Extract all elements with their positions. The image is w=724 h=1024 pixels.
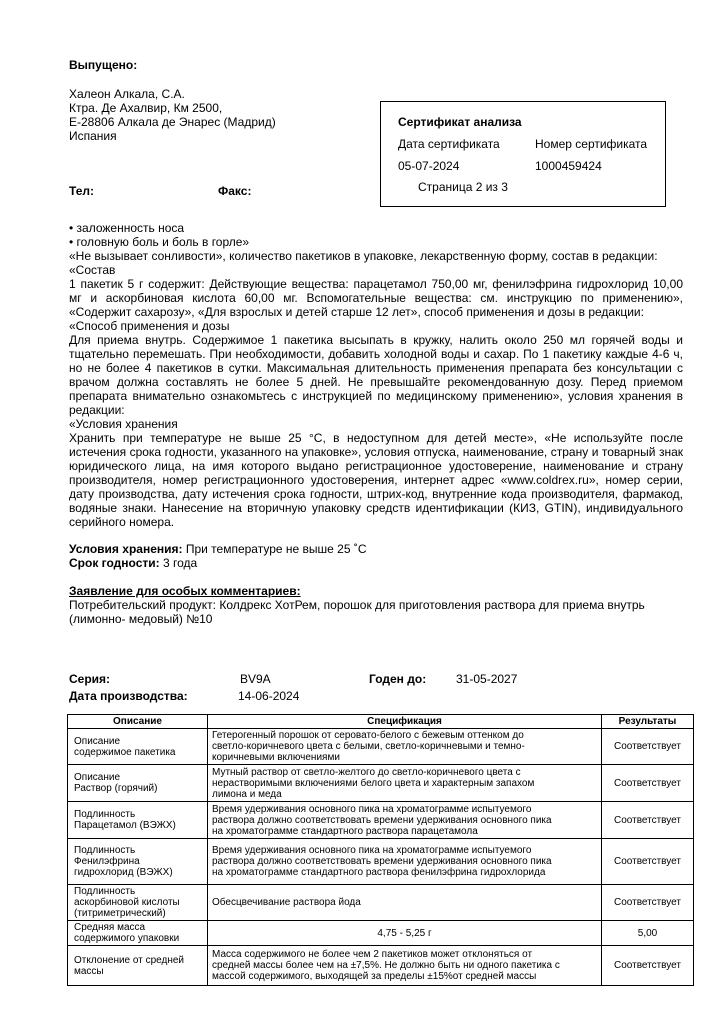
description-cell-line: Фенилэфрина [74, 856, 140, 867]
specification-cell-line: Масса содержимого не более чем 2 пакетиков может отклоняться от [212, 949, 533, 960]
specification-cell [208, 765, 602, 802]
series-label: Серия: [69, 672, 111, 686]
body-line: препарата внимательно ознакомьтесь с инструкцией по медицинскому применению», условия хранения в [69, 389, 683, 403]
fax-label: Факс: [218, 184, 252, 198]
body-line: дату производства, дату истечения срока годности, штрих-код, внутренние кода производителя, фармакод, [69, 487, 683, 501]
issuer-name: Халеон Алкала, С.А. [69, 87, 185, 101]
specification-cell-line: Обесцвечивание раствора йода [212, 897, 361, 908]
specification-cell [208, 885, 602, 921]
table-row [68, 802, 694, 839]
result-cell: Соответствует [602, 765, 694, 802]
result-cell: Соответствует [602, 802, 694, 839]
description-cell [68, 765, 208, 802]
description-cell [68, 921, 208, 946]
description-cell-line: (титриметрический) [74, 908, 166, 919]
table-row [68, 946, 694, 986]
description-cell [68, 839, 208, 885]
production-date-value: 14-06-2024 [238, 689, 300, 703]
result-cell: 5,00 [602, 921, 694, 946]
special-comments-line-1: Потребительский продукт: Колдрекс ХотРем, порошок для приготовления раствора для приема внутрь [69, 598, 645, 612]
issuer-address-line-2: Е-28806 Алкала де Энарес (Мадрид) [69, 115, 276, 129]
description-cell [68, 729, 208, 765]
specification-cell [208, 921, 602, 946]
column-header-results: Результаты [602, 715, 694, 729]
body-line: редакции: [69, 403, 125, 417]
body-line: «Состав [69, 263, 116, 277]
certificate-number-value: 1000459424 [535, 159, 602, 173]
description-cell-line: Подлинность [74, 809, 136, 820]
description-cell-line: Средняя масса [74, 922, 146, 933]
special-comments-line-2: (лимонно- медовый) №10 [69, 612, 213, 626]
certificate-page: Страница 2 из 3 [418, 180, 508, 194]
specification-cell-line: Мутный раствор от светло-желтого до светло-коричневого цвета с [212, 766, 521, 778]
specification-cell-line: на хроматограмме стандартного раствора парацетамола [212, 825, 478, 837]
description-cell-line: Подлинность [74, 886, 136, 897]
table-header-row [68, 715, 694, 729]
description-cell-line: гидрохлорид (ВЭЖХ) [74, 867, 173, 878]
specification-cell-line: коричневыми включениями [212, 752, 340, 763]
storage-label: Условия хранения: [69, 542, 183, 556]
specification-table [67, 714, 694, 986]
body-line: Для приема внутрь. Содержимое 1 пакетика высыпать в кружку, налить около 250 мл горячей воды и [69, 333, 683, 347]
body-line: «Не вызывает сонливости», количество пакетиков в упаковке, лекарственную форму, состав в редакции: [69, 249, 658, 263]
specification-cell-line: лимона и меда [212, 788, 282, 800]
certificate-number-label: Номер сертификата [535, 137, 648, 151]
storage-conditions [69, 542, 367, 556]
body-line: • головную боль и боль в горле» [69, 235, 250, 249]
certificate-date-label: Дата сертификата [398, 137, 500, 151]
issuer-address-line-1: Ктра. Де Ахалвир, Км 2500, [69, 101, 223, 115]
description-cell [68, 802, 208, 839]
body-line: «Способ применения и дозы [69, 319, 230, 333]
column-header-description: Описание [68, 715, 208, 729]
specification-cell-line: светло-коричневого цвета с белыми, светло-коричневыми и темно- [212, 741, 525, 752]
body-line: «Содержит сахарозу», «Для взрослых и детей старше 12 лет», способ применения и дозы в редакции: [69, 305, 644, 319]
description-cell-line: Отклонение от средней [74, 954, 184, 966]
result-cell: Соответствует [602, 946, 694, 986]
body-line: водяные знаки. Нанесение на вторичную упаковку средств идентификации (КИЗ, GTIN), индивидуального [69, 501, 683, 515]
shelf-life-label: Срок годности: [69, 556, 160, 570]
body-line: тщательно перемешать. При необходимости, добавить холодной воды и сахар. По 1 пакетику каждые 4-6 ч, [69, 347, 683, 361]
phone-label: Тел: [69, 184, 95, 198]
description-cell-line: Описание [74, 772, 121, 783]
specification-cell-line: Время удерживания основного пика на хроматограмме испытуемого [212, 845, 532, 856]
description-cell-line: аскорбиновой кислоты [74, 897, 180, 908]
result-cell: Соответствует [602, 885, 694, 921]
body-line: 1 пакетик 5 г содержит: Действующие вещества: парацетамол 750,00 мг, фенилэфрина гидрохлорид 10,00 [69, 277, 683, 291]
certificate-title: Сертификат анализа [398, 115, 522, 129]
expiry-value: 31-05-2027 [456, 672, 518, 686]
description-cell-line: Раствор (горячий) [74, 783, 158, 794]
table-row [68, 765, 694, 802]
specification-cell [208, 839, 602, 885]
body-line: Хранить при температуре не выше 25 °С, в недоступном для детей месте», «Не используйте после [69, 431, 683, 445]
description-cell-line: содержимого упаковки [74, 933, 180, 944]
body-line: мг и аскорбиновая кислота 60,00 мг. Вспомогательные вещества: см. инструкцию по применению», [69, 291, 683, 305]
specification-cell-line: на хроматограмме стандартного раствора фенилэфрина гидрохлорида [212, 867, 546, 878]
certificate-box [380, 101, 666, 207]
specification-cell-line: раствора должно соответствовать времени удерживания основного пика [212, 814, 552, 826]
shelf-life-value: 3 года [162, 556, 198, 570]
storage-value: При температуре не выше 25 ˚С [185, 542, 367, 556]
body-line: производителя, номер регистрационного удостоверения, интернет адрес «www.coldrex.ru», номер серии, [69, 473, 683, 487]
body-line: юридического лица, на имя которого выдано регистрационное удостоверение, наименование и страну [69, 459, 683, 473]
column-header-specification: Спецификация [208, 715, 602, 729]
table-row [68, 921, 694, 946]
specification-cell [208, 802, 602, 839]
body-line: врачом должна составлять не более 5 дней. Не превышайте рекомендованную дозу. Перед приемом [69, 375, 683, 389]
table-row [68, 839, 694, 885]
result-cell: Соответствует [602, 839, 694, 885]
special-comments-heading: Заявление для особых комментариев: [69, 584, 301, 598]
certificate-date-value: 05-07-2024 [398, 159, 460, 173]
specification-cell-line: раствора должно соответствовать времени удерживания основного пика [212, 856, 552, 867]
description-cell-line: содержимое пакетика [74, 746, 176, 758]
description-cell-line: Парацетамол (ВЭЖХ) [74, 820, 176, 831]
production-date-label: Дата производства: [69, 689, 188, 703]
specification-cell-line: Гетерогенный порошок от серовато-белого с бежевым оттенком до [212, 730, 524, 741]
result-cell: Соответствует [602, 729, 694, 765]
description-cell-line: массы [74, 965, 104, 977]
specification-cell [208, 729, 602, 765]
specification-cell-line: массой содержимого, выходящей за пределы ±15%от средней массы [212, 971, 537, 982]
specification-table-body [68, 729, 694, 986]
description-cell-line: Описание [74, 735, 121, 747]
issuer-country: Испания [69, 129, 117, 143]
description-cell [68, 885, 208, 921]
body-line: но не более 4 пакетиков в сутки. Максимальная длительность применения препарата без консультации с [69, 361, 683, 375]
specification-cell-line: Время удерживания основного пика на хроматограмме испытуемого [212, 803, 532, 815]
body-text [69, 221, 683, 529]
description-cell-line: Подлинность [74, 845, 136, 856]
specification-cell-line: нерастворимыми включениями белого цвета и характерным запахом [212, 777, 535, 789]
body-line: • заложенность носа [69, 221, 185, 235]
description-cell [68, 946, 208, 986]
body-line: истечения срока годности, указанного на упаковке», условия отпуска, наименование, страну и товарный знак [69, 445, 683, 459]
body-line: серийного номера. [69, 515, 175, 529]
table-row [68, 729, 694, 765]
issuer-heading: Выпущено: [69, 58, 138, 72]
specification-cell-line: средней массы более чем на ±7,5%. Не должно быть ни одного пакетика с [212, 960, 560, 971]
expiry-label: Годен до: [369, 672, 427, 686]
table-row [68, 885, 694, 921]
shelf-life [69, 556, 197, 570]
body-line: «Условия хранения [69, 417, 178, 431]
specification-cell-line: 4,75 - 5,25 г [377, 927, 432, 939]
series-value: BV9A [240, 672, 271, 686]
specification-cell [208, 946, 602, 986]
